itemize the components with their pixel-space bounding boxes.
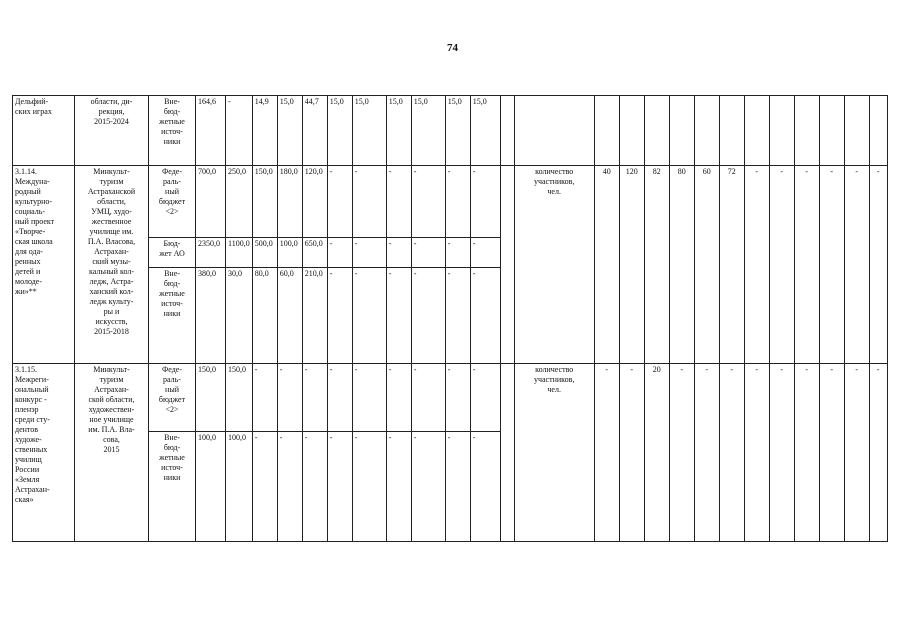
target-value-cell-text: 40	[602, 167, 611, 176]
target-value-cell-text: -	[830, 365, 834, 374]
target-value-cell	[594, 166, 619, 364]
funding-value-cell-text: -	[354, 239, 358, 248]
target-value-cell-text: 120	[625, 167, 638, 176]
funding-value-cell	[252, 432, 277, 542]
target-value-cell-text: -	[876, 167, 880, 176]
funding-value-cell	[196, 268, 226, 364]
target-value-cell	[719, 364, 744, 542]
funding-value-cell-text: -	[279, 433, 283, 442]
executor-cell	[75, 364, 149, 542]
funding-value-cell	[411, 364, 445, 432]
spacer-cell	[500, 364, 514, 542]
funding-value-cell-text: -	[447, 269, 451, 278]
activity-name-cell-text: 3.1.15. Межреги- ональный конкурс - пленэр среди сту- дентов художе- ственных училищ России «Земля Астрахан- ская»	[15, 365, 50, 504]
target-value-cell-text: -	[755, 365, 759, 374]
funding-value-cell-text: 500,0	[254, 239, 273, 248]
funding-value-cell	[327, 96, 352, 166]
target-value-cell-text: 80	[677, 167, 686, 176]
funding-source-cell-text: Феде- раль- ный бюджет <2>	[158, 167, 186, 216]
funding-value-cell-text: 15,0	[354, 97, 369, 106]
target-value-cell-text: -	[680, 365, 684, 374]
funding-value-cell	[277, 432, 302, 542]
funding-value-cell	[352, 432, 386, 542]
activity-name-cell	[13, 166, 75, 364]
funding-value-cell	[445, 432, 470, 542]
target-value-cell	[769, 364, 794, 542]
funding-value-cell-text: -	[254, 365, 258, 374]
funding-value-cell	[445, 166, 470, 238]
activity-name-cell-text: 3.1.14. Междуна- родный культурно- социаль- ный проект «Творче- ская школа для ода- ренных детей и молоде- жи»**	[15, 167, 55, 296]
funding-source-cell-text: Вне- бюд- жетные источ- ники	[159, 433, 185, 482]
funding-value-cell	[470, 166, 500, 238]
funding-value-cell	[302, 432, 327, 542]
funding-value-cell-text: 650,0	[304, 239, 323, 248]
target-value-cell-text: -	[630, 365, 634, 374]
funding-value-cell-text: 164,6	[198, 97, 216, 106]
executor-cell-text: Минкульт- туризм Астраханской области, УМЦ, худо- жественное училище им. П.А. Власова, Астрахан- ский музы- кальный кол- ледж, Астра- ханский кол- ледж культу- ры и искусств, 2015-2018	[87, 167, 136, 336]
funding-value-cell-text: 100,0	[279, 239, 298, 248]
funding-value-cell-text: -	[388, 239, 392, 248]
program-table	[12, 95, 888, 542]
funding-value-cell-text: -	[413, 365, 417, 374]
funding-value-cell	[252, 268, 277, 364]
funding-value-cell	[470, 238, 500, 268]
funding-value-cell	[277, 238, 302, 268]
funding-value-cell	[226, 364, 253, 432]
funding-value-cell	[352, 364, 386, 432]
page-number: 74	[447, 42, 458, 54]
funding-value-cell	[411, 96, 445, 166]
funding-value-cell-text: -	[472, 433, 476, 442]
funding-value-cell	[470, 268, 500, 364]
target-value-cell	[769, 96, 794, 166]
executor-cell	[75, 96, 149, 166]
funding-value-cell-text: -	[413, 239, 417, 248]
funding-value-cell-text: -	[447, 167, 451, 176]
funding-source-cell-text: Вне- бюд- жетные источ- ники	[159, 97, 185, 146]
funding-value-cell	[386, 432, 411, 542]
funding-value-cell-text: -	[388, 167, 392, 176]
funding-value-cell-text: 150,0	[254, 167, 273, 176]
target-value-cell	[744, 364, 769, 542]
funding-value-cell	[252, 166, 277, 238]
activity-name-cell	[13, 96, 75, 166]
funding-value-cell	[352, 96, 386, 166]
funding-value-cell-text: 15,0	[413, 97, 428, 106]
funding-value-cell-text: -	[447, 433, 451, 442]
funding-value-cell	[411, 268, 445, 364]
funding-source-cell	[149, 432, 196, 542]
target-value-cell	[594, 96, 619, 166]
funding-value-cell	[196, 96, 226, 166]
target-value-cell	[694, 166, 719, 364]
indicator-cell-text: количество участников, чел.	[533, 365, 575, 394]
funding-value-cell-text: 15,0	[388, 97, 403, 106]
target-value-cell-text: -	[605, 365, 609, 374]
funding-value-cell	[445, 96, 470, 166]
funding-value-cell	[277, 166, 302, 238]
funding-value-cell	[445, 268, 470, 364]
funding-source-cell-text: Феде- раль- ный бюджет <2>	[158, 365, 186, 414]
funding-value-cell	[352, 166, 386, 238]
spacer-cell	[500, 96, 514, 166]
target-value-cell	[644, 166, 669, 364]
target-value-cell	[719, 96, 744, 166]
target-value-cell-text: 82	[652, 167, 661, 176]
funding-value-cell-text: 180,0	[279, 167, 298, 176]
table-row	[13, 364, 888, 432]
target-value-cell-text: -	[705, 365, 709, 374]
funding-value-cell-text: 44,7	[304, 97, 319, 106]
target-value-cell-text: -	[780, 365, 784, 374]
funding-value-cell-text: 15,0	[447, 97, 462, 106]
funding-value-cell	[411, 166, 445, 238]
target-value-cell	[869, 166, 887, 364]
funding-value-cell	[226, 166, 253, 238]
funding-value-cell	[196, 238, 226, 268]
funding-value-cell	[445, 238, 470, 268]
funding-value-cell	[445, 364, 470, 432]
funding-value-cell	[327, 166, 352, 238]
funding-value-cell	[302, 96, 327, 166]
target-value-cell	[594, 364, 619, 542]
target-value-cell-text: 20	[652, 365, 661, 374]
funding-source-cell-text: Вне- бюд- жетные источ- ники	[159, 269, 185, 318]
target-value-cell	[794, 364, 819, 542]
funding-value-cell-text: -	[228, 97, 231, 106]
target-value-cell-text: -	[855, 365, 859, 374]
funding-value-cell-text: 120,0	[304, 167, 323, 176]
funding-value-cell	[470, 364, 500, 432]
funding-value-cell	[386, 268, 411, 364]
funding-value-cell	[196, 364, 226, 432]
funding-value-cell-text: 15,0	[472, 97, 487, 106]
target-value-cell	[794, 96, 819, 166]
target-value-cell	[669, 96, 694, 166]
funding-value-cell	[252, 364, 277, 432]
funding-value-cell-text: 80,0	[254, 269, 269, 278]
funding-value-cell	[302, 364, 327, 432]
funding-value-cell	[386, 238, 411, 268]
target-value-cell-text: -	[830, 167, 834, 176]
target-value-cell	[619, 166, 644, 364]
funding-value-cell-text: -	[304, 433, 308, 442]
funding-value-cell	[327, 238, 352, 268]
funding-value-cell-text: 1100,0	[228, 239, 250, 248]
funding-value-cell	[196, 166, 226, 238]
funding-value-cell-text: -	[329, 239, 333, 248]
target-value-cell	[819, 166, 844, 364]
activity-name-cell-text: Дельфий- ских играх	[15, 97, 52, 116]
executor-cell-text: Минкульт- туризм Астрахан- ской области, художествен- ное училище им. П.А. Вла- сова, 2015	[88, 365, 135, 454]
target-value-cell	[619, 364, 644, 542]
funding-value-cell	[252, 238, 277, 268]
target-value-cell	[844, 364, 869, 542]
table-row	[13, 96, 888, 166]
funding-value-cell	[226, 432, 253, 542]
funding-value-cell	[277, 364, 302, 432]
funding-source-cell	[149, 364, 196, 432]
funding-value-cell-text: 380,0	[198, 269, 216, 278]
funding-value-cell	[327, 268, 352, 364]
funding-value-cell-text: -	[254, 433, 258, 442]
funding-value-cell-text: 700,0	[198, 167, 216, 176]
target-value-cell	[819, 96, 844, 166]
funding-value-cell-text: -	[329, 269, 333, 278]
funding-value-cell	[470, 96, 500, 166]
funding-value-cell	[252, 96, 277, 166]
funding-value-cell-text: -	[329, 433, 333, 442]
funding-source-cell	[149, 238, 196, 268]
indicator-cell-text: количество участников, чел.	[533, 167, 575, 196]
funding-value-cell-text: -	[413, 167, 417, 176]
funding-value-cell	[196, 432, 226, 542]
funding-value-cell-text: -	[447, 239, 451, 248]
funding-value-cell-text: -	[472, 365, 476, 374]
target-value-cell	[669, 364, 694, 542]
funding-value-cell-text: -	[354, 167, 358, 176]
funding-value-cell-text: 60,0	[279, 269, 294, 278]
funding-value-cell-text: -	[388, 269, 392, 278]
funding-value-cell	[327, 364, 352, 432]
funding-value-cell-text: 15,0	[329, 97, 344, 106]
funding-value-cell	[386, 364, 411, 432]
funding-value-cell	[386, 166, 411, 238]
funding-value-cell	[302, 238, 327, 268]
target-value-cell	[769, 166, 794, 364]
target-value-cell	[744, 166, 769, 364]
funding-value-cell-text: -	[354, 433, 358, 442]
target-value-cell	[719, 166, 744, 364]
funding-value-cell	[352, 238, 386, 268]
target-value-cell	[869, 96, 887, 166]
spacer-cell	[500, 166, 514, 364]
target-value-cell	[669, 166, 694, 364]
table-row	[13, 166, 888, 238]
funding-value-cell	[226, 238, 253, 268]
funding-value-cell-text: -	[413, 269, 417, 278]
target-value-cell-text: -	[805, 167, 809, 176]
funding-value-cell-text: 210,0	[304, 269, 323, 278]
funding-value-cell-text: -	[447, 365, 451, 374]
funding-value-cell-text: -	[413, 433, 417, 442]
executor-cell-text: области, ди- рекция, 2015-2024	[90, 97, 133, 126]
funding-value-cell	[302, 268, 327, 364]
funding-value-cell	[386, 96, 411, 166]
funding-value-cell-text: 14,9	[254, 97, 269, 106]
funding-value-cell	[327, 432, 352, 542]
funding-value-cell	[226, 268, 253, 364]
indicator-cell	[514, 364, 594, 542]
target-value-cell	[619, 96, 644, 166]
funding-value-cell	[226, 96, 253, 166]
funding-value-cell	[302, 166, 327, 238]
indicator-cell	[514, 96, 594, 166]
funding-value-cell-text: 100,0	[228, 433, 246, 442]
target-value-cell-text: -	[780, 167, 784, 176]
funding-value-cell	[277, 268, 302, 364]
funding-value-cell	[277, 96, 302, 166]
target-value-cell	[694, 96, 719, 166]
target-value-cell	[844, 166, 869, 364]
target-value-cell-text: 72	[727, 167, 736, 176]
target-value-cell-text: -	[855, 167, 859, 176]
funding-value-cell-text: 2350,0	[198, 239, 220, 248]
target-value-cell-text: 60	[702, 167, 711, 176]
funding-value-cell-text: -	[354, 269, 358, 278]
funding-value-cell-text: 100,0	[198, 433, 216, 442]
funding-value-cell-text: -	[472, 239, 476, 248]
target-value-cell	[644, 364, 669, 542]
funding-value-cell-text: -	[329, 167, 333, 176]
funding-value-cell	[352, 268, 386, 364]
funding-value-cell-text: 30,0	[228, 269, 242, 278]
target-value-cell-text: -	[805, 365, 809, 374]
funding-value-cell-text: -	[472, 167, 476, 176]
funding-source-cell	[149, 96, 196, 166]
funding-value-cell-text: -	[354, 365, 358, 374]
funding-value-cell	[411, 432, 445, 542]
target-value-cell	[694, 364, 719, 542]
funding-value-cell-text: 15,0	[279, 97, 294, 106]
target-value-cell	[644, 96, 669, 166]
target-value-cell	[819, 364, 844, 542]
target-value-cell	[844, 96, 869, 166]
funding-value-cell-text: 150,0	[198, 365, 216, 374]
target-value-cell	[869, 364, 887, 542]
funding-value-cell-text: -	[388, 433, 392, 442]
activity-name-cell	[13, 364, 75, 542]
target-value-cell-text: -	[876, 365, 880, 374]
funding-source-cell	[149, 166, 196, 238]
funding-value-cell-text: 150,0	[228, 365, 246, 374]
funding-value-cell	[470, 432, 500, 542]
target-value-cell	[744, 96, 769, 166]
target-value-cell-text: -	[730, 365, 734, 374]
funding-value-cell	[411, 238, 445, 268]
funding-value-cell-text: 250,0	[228, 167, 246, 176]
target-value-cell	[794, 166, 819, 364]
funding-source-cell-text: Бюд- жет АО	[159, 239, 185, 258]
funding-value-cell-text: -	[388, 365, 392, 374]
funding-value-cell-text: -	[279, 365, 283, 374]
funding-value-cell-text: -	[329, 365, 333, 374]
target-value-cell-text: -	[755, 167, 759, 176]
funding-value-cell-text: -	[304, 365, 308, 374]
funding-source-cell	[149, 268, 196, 364]
funding-value-cell-text: -	[472, 269, 476, 278]
indicator-cell	[514, 166, 594, 364]
executor-cell	[75, 166, 149, 364]
